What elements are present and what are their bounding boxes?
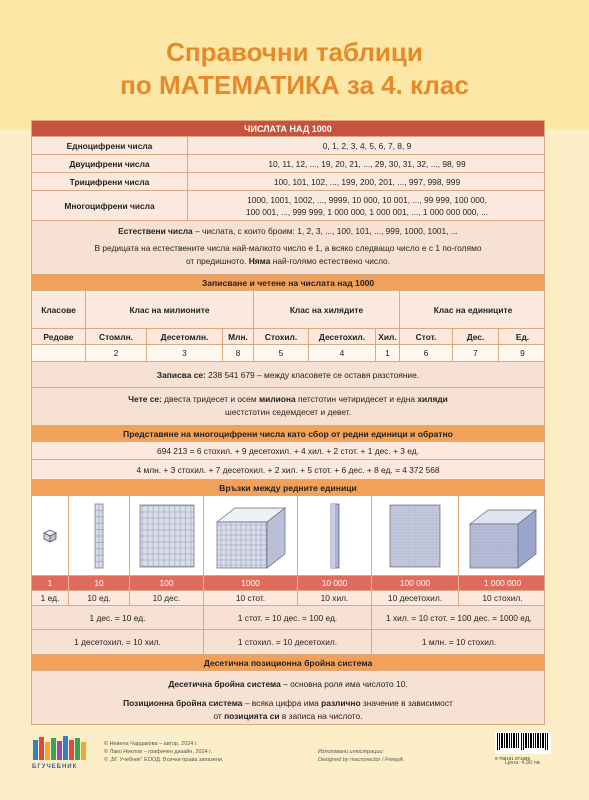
relation-cell: 1 млн. = 10 стохил.	[421, 637, 497, 647]
picture-unit	[32, 496, 69, 575]
unit-cube-icon	[40, 526, 60, 546]
order-cell: Стот.	[400, 329, 453, 344]
copyright-block: © Невена Чардакова – автор, 2024 г. © Лако Никлов – графичен дизайн, 2024 г. © „БГ Учебник" ЕООД. Всички права запазени.	[104, 741, 224, 763]
relation-cell: 1 стот. = 10 дес. = 100 ед.	[204, 606, 372, 629]
order-cell: Десетомлн.	[147, 329, 223, 344]
relation-cell: 1 дес. = 10 ед.	[32, 606, 204, 629]
books-logo-icon	[32, 734, 88, 760]
row-two-digit	[32, 155, 544, 173]
order-cell: Стомлн.	[86, 329, 147, 344]
value-three-digit: 100, 101, 102, ..., 199, 200, 201, ..., 997, 998, 999	[273, 176, 461, 187]
picture-hundred-thousand	[372, 496, 459, 575]
row-place-values	[32, 576, 544, 591]
unit-cell: 1 ед.	[32, 591, 69, 605]
value-cell: 1	[32, 576, 69, 590]
value-cell: 100 000	[372, 576, 459, 590]
digit-cell: 6	[400, 345, 453, 361]
row-classes	[32, 291, 544, 329]
row-relations-1	[32, 606, 544, 630]
section-sum-header: Представяне на многоцифрени числа като сбор от редни единици и обратно	[32, 426, 544, 442]
picture-ten	[69, 496, 130, 575]
big-cube-icon	[464, 500, 542, 572]
class-millions: Клас на милионите	[86, 291, 254, 328]
digit-cell: 1	[376, 345, 400, 361]
illustrations-credit: Използвани илюстрации: Designed by macrovector / Freepik	[318, 749, 404, 763]
order-cell: Млн.	[223, 329, 254, 344]
picture-ten-thousand	[298, 496, 372, 575]
written-as-text: Записва се: 238 541 679 – между класовете се оставя разстояние.	[32, 362, 544, 388]
positional-text: Десетична бройна система – основна роля има числото 10. Позиционна бройна система – всяка цифра има различно значение в зависимост от позицията си в записа на числото.	[123, 679, 453, 721]
section-positional-header: Десетична позиционна бройна система	[32, 655, 544, 671]
sum-line-2: 4 млн. + 3 стохил. + 7 десетохил. + 2 хил. + 5 стот. + 6 дес. + 8 ед. = 4 372 568	[32, 460, 544, 480]
class-thousands: Клас на хилядите	[254, 291, 400, 328]
value-cell: 1000	[204, 576, 298, 590]
unit-cell: 10 ед.	[69, 591, 130, 605]
digit-cell: 5	[254, 345, 309, 361]
digit-cell: 9	[520, 348, 525, 358]
value-two-digit: 10, 11, 12, ..., 19, 20, 21, ..., 29, 30, 31, 32, ..., 98, 99	[268, 158, 466, 169]
value-cell: 1 000 000	[483, 578, 522, 588]
barcode-icon	[495, 732, 551, 754]
unit-cell: 10 десетохил.	[372, 591, 459, 605]
sum-line-1: 694 213 = 6 стохил. + 9 десетохил. + 4 хил. + 2 стот. + 1 дес. + 3 ед.	[32, 442, 544, 460]
digit-cell: 2	[86, 345, 147, 361]
isbn-number: 9 786191 871865	[495, 756, 531, 761]
title-line-2: по МАТЕМАТИКА за 4. клас	[120, 70, 469, 100]
row-relations-2	[32, 630, 544, 655]
cube-thousand-icon	[211, 500, 291, 572]
orders-label: Редове	[32, 329, 86, 344]
order-cell: Десетохил.	[309, 329, 376, 344]
section-write-read-header: Записване и четене на числата над 1000	[32, 275, 544, 291]
picture-hundred	[130, 496, 204, 575]
value-cell: 10 000	[298, 576, 372, 590]
natural-numbers-text: Естествени числа – числата, с които броим: 1, 2, 3, ..., 100, 101, ..., 999, 1000, 1001, ... В редицата на естествените числа най-малкото число е 1, а всяко следващо число е с 1 по-голямо от предишното. Няма най-голямо естествено число.	[32, 221, 544, 275]
value-cell: 10	[69, 576, 130, 590]
section-numbers-header: ЧИСЛАТА НАД 1000	[32, 121, 544, 137]
digit-cell: 7	[453, 345, 499, 361]
row-multi-digit	[32, 191, 544, 221]
price: Цена: 4,90 лв.	[505, 760, 542, 766]
logo-text: БГУЧЕБНИК	[32, 764, 78, 770]
row-one-digit	[32, 137, 544, 155]
picture-million	[459, 496, 546, 575]
order-cell: Хил.	[376, 329, 400, 344]
footer	[0, 730, 589, 800]
row-cube-pictures	[32, 496, 544, 576]
order-cell: Дес.	[453, 329, 499, 344]
digit-cell: 3	[147, 345, 223, 361]
unit-cell: 10 стохил.	[482, 593, 523, 603]
label-one-digit: Едноцифрени числа	[32, 137, 188, 154]
relation-cell: 1 десетохил. = 10 хил.	[32, 630, 204, 654]
class-units: Клас на единиците	[433, 304, 513, 315]
value-multi-digit: 1000, 1001, 1002, ..., 9999, 10 000, 10 001, ..., 99 999, 100 000, 100 001, ..., 999 999, 1 000 000, 1 000 001, ..., 1 000 000 000, ...	[245, 194, 489, 217]
label-three-digit: Трицифрени числа	[32, 173, 188, 190]
unit-cell: 10 дес.	[130, 591, 204, 605]
publisher-logo	[32, 734, 92, 774]
label-two-digit: Двуцифрени числа	[32, 155, 188, 172]
digit-cell: 8	[223, 345, 254, 361]
order-cell: Стохил.	[254, 329, 309, 344]
unit-cell: 10 стот.	[204, 591, 298, 605]
reference-sheet	[31, 120, 545, 725]
row-unit-names	[32, 591, 544, 606]
unit-cell: 10 хил.	[298, 591, 372, 605]
classes-label: Класове	[32, 291, 86, 328]
rod-icon	[92, 500, 106, 572]
relation-cell: 1 хил. = 10 стот. = 100 дес. = 1000 ед.	[386, 612, 532, 623]
row-three-digit	[32, 173, 544, 191]
label-multi-digit: Многоцифрени числа	[32, 191, 188, 220]
relation-cell: 1 стохил. = 10 десетохил.	[204, 630, 372, 654]
picture-thousand	[204, 496, 298, 575]
big-flat-icon	[385, 500, 445, 572]
value-cell: 100	[130, 576, 204, 590]
order-cell: Ед.	[515, 331, 530, 342]
long-rod-icon	[328, 500, 342, 572]
section-units-header: Връзки между редните единици	[32, 480, 544, 496]
read-as-text: Чете се: двеста тридесет и осем милиона петстотин четиридесет и една хиляди шестстотин седемдесет и девет.	[32, 388, 544, 426]
page-title	[0, 36, 589, 102]
flat-icon	[137, 500, 197, 572]
barcode	[495, 732, 551, 761]
value-one-digit: 0, 1, 2, 3, 4, 5, 6, 7, 8, 9	[322, 140, 412, 151]
row-orders	[32, 329, 544, 345]
digit-cell: 4	[309, 345, 376, 361]
row-digits	[32, 345, 544, 362]
title-line-1: Справочни таблици	[166, 37, 423, 67]
